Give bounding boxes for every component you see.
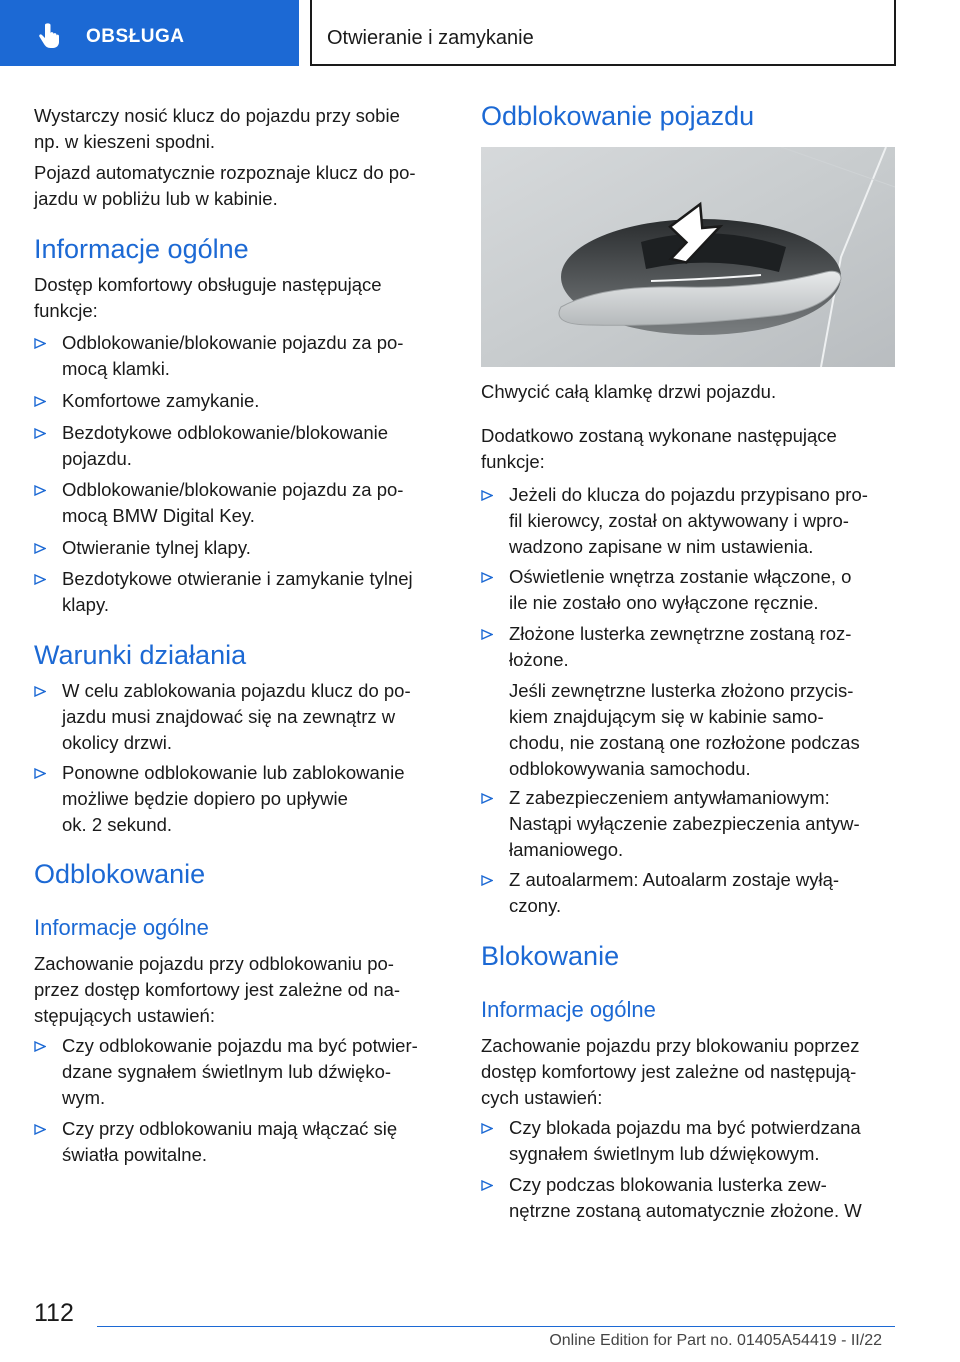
bullet-triangle-icon [481, 1180, 493, 1191]
door-handle-photo [481, 147, 895, 367]
subheading-unlocking-general: Informacje ogólne [34, 915, 209, 940]
heading-conditions: Warunki działania [34, 640, 247, 670]
unlocking-text: Zachowanie pojazdu przy odblokowaniu po- przez dostęp komfortowy jest zależne od na- stępujących ustawień: [34, 953, 401, 1026]
list-item: Z zabezpieczeniem antywłamaniowym: Nastąpi wyłączenie zabezpieczenia antyw- łamaniowego. [481, 785, 860, 863]
list-item: Bezdotykowe otwieranie i zamykanie tylnej klapy. [34, 566, 413, 618]
bullet-triangle-icon [34, 396, 46, 407]
intro-paragraph-2: Pojazd automatycznie rozpoznaje klucz do po- jazdu w pobliżu lub w kabinie. [34, 162, 416, 209]
hand-pointer-icon [34, 22, 64, 52]
bullet-triangle-icon [34, 686, 46, 697]
chapter-title: Otwieranie i zamykanie [327, 27, 534, 49]
section-tab [0, 0, 299, 66]
heading-locking: Blokowanie [481, 941, 620, 971]
bullet-triangle-icon [481, 793, 493, 804]
additional-functions-text: Dodatkowo zostaną wykonane następujące funkcje: [481, 425, 837, 472]
bullet-triangle-icon [34, 574, 46, 585]
list-item: Złożone lusterka zewnętrzne zostaną roz- łożone. [481, 621, 851, 673]
list-item: Z autoalarmem: Autoalarm zostaje wyłą- czony. [481, 867, 839, 919]
edition-footer: Online Edition for Part no. 01405A54419 - II/22 [549, 1332, 882, 1349]
bullet-triangle-icon [481, 875, 493, 886]
photo-caption: Chwycić całą klamkę drzwi pojazdu. [481, 381, 777, 402]
bullet-triangle-icon [481, 629, 493, 640]
bullet-triangle-icon [34, 338, 46, 349]
mirror-note: Jeśli zewnętrzne lusterka złożono przycis- kiem znajdującym się w kabinie samo- chodu, nie zostaną one rozłożone podczas odblokowywania samochodu. [509, 680, 860, 779]
heading-unlock-vehicle: Odblokowanie pojazdu [481, 101, 755, 131]
bullet-triangle-icon [34, 1124, 46, 1135]
list-item: Komfortowe zamykanie. [34, 388, 259, 414]
bullet-triangle-icon [481, 490, 493, 501]
footer-divider [97, 1326, 895, 1327]
heading-unlocking: Odblokowanie [34, 859, 206, 889]
general-info-text: Dostęp komfortowy obsługuje następujące funkcje: [34, 274, 382, 321]
list-item: Odblokowanie/blokowanie pojazdu za po- mocą BMW Digital Key. [34, 477, 403, 529]
bullet-triangle-icon [34, 485, 46, 496]
list-item: Czy przy odblokowaniu mają włączać się światła powitalne. [34, 1116, 397, 1168]
list-item: W celu zablokowania pojazdu klucz do po- jazdu musi znajdować się na zewnątrz w okolicy drzwi. [34, 678, 411, 756]
section-label: OBSŁUGA [86, 26, 185, 47]
list-item: Czy odblokowanie pojazdu ma być potwier- dzane sygnałem świetlnym lub dźwięko- wym. [34, 1033, 418, 1111]
subheading-locking-general: Informacje ogólne [481, 997, 656, 1022]
list-item: Bezdotykowe odblokowanie/blokowanie pojazdu. [34, 420, 388, 472]
list-item: Otwieranie tylnej klapy. [34, 535, 251, 561]
list-item: Jeżeli do klucza do pojazdu przypisano pro- fil kierowcy, został on aktywowany i wpro- wadzono zapisane w nim ustawienia. [481, 482, 868, 560]
bullet-triangle-icon [481, 1123, 493, 1134]
bullet-triangle-icon [34, 768, 46, 779]
door-handle-illustration [481, 147, 895, 367]
bullet-triangle-icon [34, 428, 46, 439]
locking-text: Zachowanie pojazdu przy blokowaniu poprzez dostęp komfortowy jest zależne od następują- cych ustawień: [481, 1035, 860, 1108]
bullet-triangle-icon [34, 543, 46, 554]
list-item: Czy podczas blokowania lusterka zew- nętrzne zostaną automatycznie złożone. W [481, 1172, 862, 1224]
bullet-triangle-icon [34, 1041, 46, 1052]
list-item: Czy blokada pojazdu ma być potwierdzana sygnałem świetlnym lub dźwiękowym. [481, 1115, 861, 1167]
list-item: Oświetlenie wnętrza zostanie włączone, o ile nie zostało ono wyłączone ręcznie. [481, 564, 851, 616]
bullet-triangle-icon [481, 572, 493, 583]
list-item: Ponowne odblokowanie lub zablokowanie możliwe będzie dopiero po upływie ok. 2 sekund. [34, 760, 405, 838]
heading-general-info: Informacje ogólne [34, 234, 249, 264]
intro-paragraph-1: Wystarczy nosić klucz do pojazdu przy sobie np. w kieszeni spodni. [34, 105, 400, 152]
page-number: 112 [34, 1299, 74, 1327]
list-item: Odblokowanie/blokowanie pojazdu za po- mocą klamki. [34, 330, 403, 382]
